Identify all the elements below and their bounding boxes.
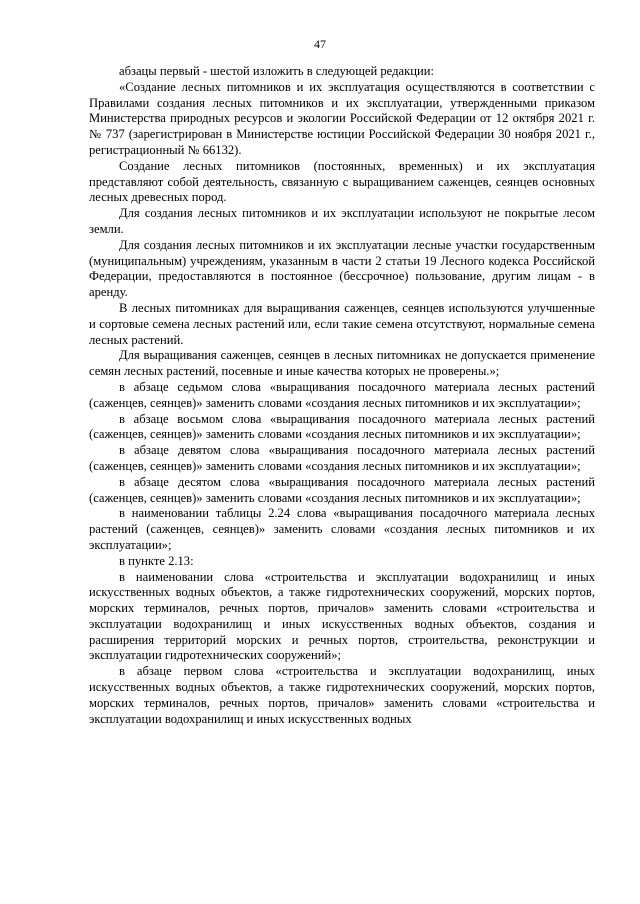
paragraph: в наименовании слова «строительства и эксплуатации водохранилищ и иных искусственных водных объектов, а также гидротехнических сооружений, морских портов, морских терминалов, речных портов, причалов» заменить словами «строительства и эксплуатации водохранилищ и иных искусственных водных объектов, создания и расширения территорий морских и речных портов, строительства, реконструкции и эксплуатации гидротехнических сооружений»;: [89, 569, 595, 663]
paragraph: в абзаце десятом слова «выращивания посадочного материала лесных растений (саженцев, сеянцев)» заменить словами «создания лесных питомников и их эксплуатации»;: [89, 474, 595, 505]
paragraph: В лесных питомниках для выращивания саженцев, сеянцев используются улучшенные и сортовые семена лесных растений или, если такие семена отсутствуют, нормальные семена лесных растений.: [89, 300, 595, 347]
paragraph: Для выращивания саженцев, сеянцев в лесных питомниках не допускается применение семян лесных растений, посевные и иные качества которых не проверены.»;: [89, 348, 595, 379]
paragraph: абзацы первый - шестой изложить в следующей редакции:: [119, 64, 434, 78]
paragraph: в наименовании таблицы 2.24 слова «выращивания посадочного материала лесных растений (саженцев, сеянцев)» заменить словами «создания лесных питомников и их эксплуатации»;: [89, 506, 595, 552]
paragraph: Для создания лесных питомников и их эксплуатации используют не покрытые лесом земли.: [89, 206, 595, 236]
page-number: 47: [314, 37, 326, 51]
paragraph: в пункте 2.13:: [119, 553, 194, 568]
paragraph: в абзаце девятом слова «выращивания посадочного материала лесных растений (саженцев, сеянцев)» заменить словами «создания лесных питомников и их эксплуатации»;: [89, 443, 595, 473]
paragraph: Создание лесных питомников (постоянных, временных) и их эксплуатация представляют собой деятельность, связанную с выращиванием саженцев, сеянцев основных лесных древесных пород.: [89, 158, 595, 205]
paragraph: в абзаце восьмом слова «выращивания посадочного материала лесных растений (саженцев, сеянцев)» заменить словами «создания лесных питомников и их эксплуатации»;: [89, 411, 595, 442]
paragraph: в абзаце седьмом слова «выращивания посадочного материала лесных растений (саженцев, сеянцев)» заменить словами «создания лесных питомников и их эксплуатации»;: [89, 379, 595, 410]
document-body: [89, 64, 595, 727]
paragraph: в абзаце первом слова «строительства и эксплуатации водохранилищ, иных искусственных водных объектов, а также гидротехнических сооружений, морских портов, морских терминалов, речных портов, причалов» заменить словами «строительства и эксплуатации водохранилищ и иных искусственных водных: [89, 664, 595, 726]
paragraph: «Создание лесных питомников и их эксплуатация осуществляются в соответствии с Правилами создания лесных питомников и их эксплуатации, утвержденными приказом Министерства природных ресурсов и экологии Российской Федерации от 12 октября 2021 г. № 737 (зарегистрирован в Министерстве юстиции Российской Федерации 30 ноября 2021 г., регистрационный № 66132).: [89, 79, 595, 157]
paragraph: Для создания лесных питомников и их эксплуатации лесные участки государственным (муниципальным) учреждениям, указанным в части 2 статьи 19 Лесного кодекса Российской Федерации, предоставляются в постоянное (бессрочное) пользование, другим лицам - в аренду.: [89, 237, 595, 300]
